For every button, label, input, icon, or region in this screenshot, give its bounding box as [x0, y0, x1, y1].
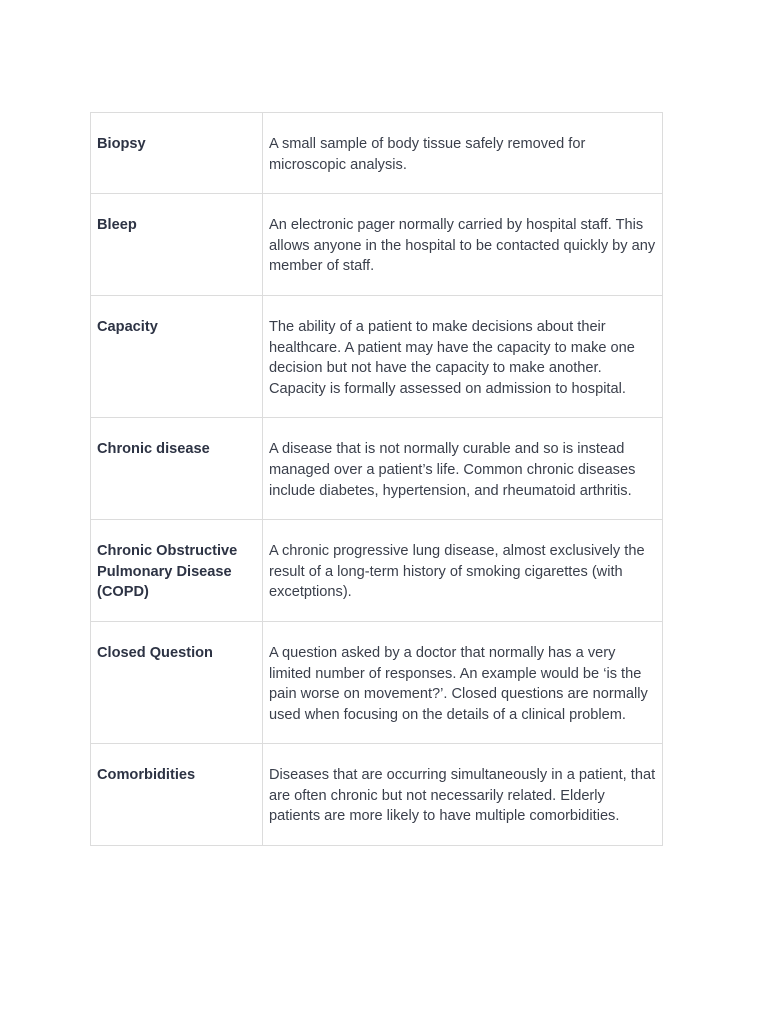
- glossary-definition: A small sample of body tissue safely removed for microscopic analysis.: [263, 113, 663, 194]
- table-row: [91, 744, 663, 846]
- glossary-definition: An electronic pager normally carried by hospital staff. This allows anyone in the hospital to be contacted quickly by any member of staff.: [263, 194, 663, 296]
- glossary-table: [90, 112, 663, 846]
- glossary-definition: Diseases that are occurring simultaneously in a patient, that are often chronic but not necessarily related. Elderly patients are more likely to have multiple comorbidities.: [263, 744, 663, 846]
- glossary-term: Chronic disease: [91, 418, 263, 520]
- table-row: [91, 520, 663, 622]
- glossary-term: Biopsy: [91, 113, 263, 194]
- glossary-term: Capacity: [91, 295, 263, 417]
- table-row: [91, 418, 663, 520]
- table-row: [91, 295, 663, 417]
- table-row: [91, 113, 663, 194]
- glossary-definition: The ability of a patient to make decisions about their healthcare. A patient may have the capacity to make one decision but not have the capacity to make another. Capacity is formally assessed on admission to hospital.: [263, 295, 663, 417]
- glossary-definition: A disease that is not normally curable and so is instead managed over a patient’s life. Common chronic diseases include diabetes, hypertension, and rheumatoid arthritis.: [263, 418, 663, 520]
- glossary-definition: A question asked by a doctor that normally has a very limited number of responses. An example would be ‘is the pain worse on movement?’. Closed questions are normally used when focusing on the details of a clinical problem.: [263, 621, 663, 743]
- glossary-term: Bleep: [91, 194, 263, 296]
- table-row: [91, 194, 663, 296]
- glossary-term: Comorbidities: [91, 744, 263, 846]
- glossary-definition: A chronic progressive lung disease, almost exclusively the result of a long-term history of smoking cigarettes (with excetptions).: [263, 520, 663, 622]
- glossary-term: Chronic Obstructive Pulmonary Disease (COPD): [91, 520, 263, 622]
- table-row: [91, 621, 663, 743]
- glossary-body: [91, 113, 663, 846]
- glossary-term: Closed Question: [91, 621, 263, 743]
